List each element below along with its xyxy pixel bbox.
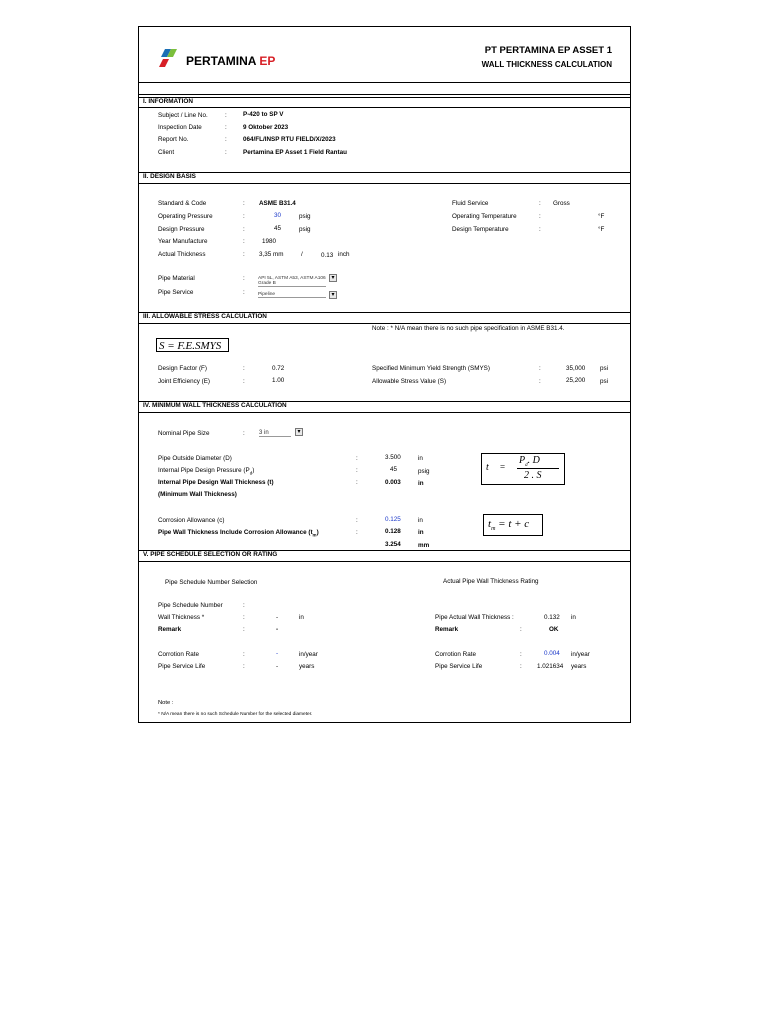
wall-rating-title: Actual Pipe Wall Thickness Rating xyxy=(443,578,539,585)
nominal-pipe-size-dropdown-icon[interactable]: ▾ xyxy=(295,428,303,436)
actual-thickness-inch: 0.13 xyxy=(321,252,334,259)
outside-diameter-label: Pipe Outside Diameter (D) xyxy=(158,455,232,462)
design-temperature-label: Design Temperature xyxy=(452,226,509,233)
rating-corrosion-rate-value: 0.004 xyxy=(544,650,560,657)
allowable-stress-value: 25,200 xyxy=(566,377,586,384)
operating-pressure-label: Operating Pressure xyxy=(158,213,213,220)
section-information-heading: I. INFORMATION xyxy=(143,98,193,105)
header-subtitle: WALL THICKNESS CALCULATION xyxy=(481,60,612,69)
nominal-pipe-size-select[interactable]: 3 in xyxy=(259,430,291,437)
rating-remark-label: Remark xyxy=(435,626,459,633)
actual-wall-thickness-label: Pipe Actual Wall Thickness : xyxy=(435,614,514,621)
joint-efficiency-value: 1.00 xyxy=(272,377,285,384)
client-label: Client xyxy=(158,149,175,156)
schedule-wall-thickness-value: - xyxy=(276,614,279,621)
inspection-date-value: 9 Oktober 2023 xyxy=(243,124,289,131)
design-pressure-pd-value: 45 xyxy=(390,466,398,473)
rating-remark-value: OK xyxy=(549,626,559,633)
pipe-service-dropdown-icon[interactable]: ▾ xyxy=(329,291,337,299)
subject-value: P-420 to SP V xyxy=(243,111,284,118)
corrosion-allowance-value: 0.125 xyxy=(385,516,401,523)
schedule-remark-label: Remark xyxy=(158,626,182,633)
fluid-service-value: Gross xyxy=(553,200,570,207)
design-pressure-pd-label: Internal Pipe Design Pressure $(P_d)$ xyxy=(158,467,255,476)
corrosion-allowance-label: Corrosion Allowance (c) xyxy=(158,517,225,524)
schedule-remark-value: - xyxy=(276,626,279,633)
inspection-date-label: Inspection Date xyxy=(158,124,202,131)
standard-label: Standard & Code xyxy=(158,200,207,207)
year-manufacture-label: Year Manufacture xyxy=(158,238,208,245)
tm-formula: $t_m = t + c$ xyxy=(483,514,543,536)
schedule-number-label: Pipe Schedule Number xyxy=(158,602,223,609)
section-pipe-schedule-heading: V. PIPE SCHEDULE SELECTION OR RATING xyxy=(143,551,278,558)
schedule-selection-title: Pipe Schedule Number Selection xyxy=(165,579,258,586)
allowable-stress-note: Note : * N/A mean there is no such pipe specification in ASME B31.4. xyxy=(372,325,565,332)
design-wall-thickness-value: 0.003 xyxy=(385,479,401,486)
smys-value: 35,000 xyxy=(566,365,586,372)
schedule-service-life-value: - xyxy=(276,663,279,670)
pipe-service-label: Pipe Service xyxy=(158,289,194,296)
section-design-basis-heading: II. DESIGN BASIS xyxy=(143,173,196,180)
schedule-service-life-label: Pipe Service Life xyxy=(158,663,206,670)
design-pressure-label: Design Pressure xyxy=(158,226,205,233)
allowable-stress-label: Allowable Stress Value (S) xyxy=(372,378,447,385)
operating-pressure-value: 30 xyxy=(274,212,282,219)
pipe-service-select[interactable]: Pipeline xyxy=(258,292,326,298)
section-allowable-stress-heading: III. ALLOWABLE STRESS CALCULATION xyxy=(143,313,267,320)
year-manufacture-value: 1980 xyxy=(262,238,277,245)
nominal-pipe-size-label: Nominal Pipe Size xyxy=(158,430,210,437)
design-factor-value: 0.72 xyxy=(272,365,285,372)
actual-thickness-value: 3,35 mm xyxy=(259,251,284,258)
design-pressure-value: 45 xyxy=(274,225,282,232)
logo-ep: EP xyxy=(259,54,276,68)
fluid-service-label: Fluid Service xyxy=(452,200,489,207)
wall-thickness-tm-value: 0.128 xyxy=(385,528,401,535)
design-factor-label: Design Factor (F) xyxy=(158,365,207,372)
stress-formula: S = F.E.SMYS xyxy=(156,338,229,352)
schedule-corrosion-rate-label: Corrotion Rate xyxy=(158,651,199,658)
thickness-formula: t = $P_d$. D 2 . S xyxy=(481,453,565,485)
operating-temperature-label: Operating Temperature xyxy=(452,213,517,220)
wall-thickness-tm-label: Pipe Wall Thickness Include Corrosion Allowance $(t_m)$ xyxy=(158,529,319,538)
note-title: Note : xyxy=(158,700,174,706)
schedule-corrosion-rate-value: - xyxy=(276,650,279,657)
logo-text: PERTAMINA xyxy=(186,54,256,68)
wall-thickness-mm-value: 3.254 xyxy=(385,541,401,548)
pipe-material-select[interactable]: API 5L, ASTM A53, ASTM A106 Grade B xyxy=(258,276,326,286)
min-wall-thickness-note: (Minimum Wall Thickness) xyxy=(158,491,237,498)
design-wall-thickness-label: Internal Pipe Design Wall Thickness (t) xyxy=(158,479,274,486)
pipe-material-label: Pipe Material xyxy=(158,275,195,282)
smys-label: Specified Minimum Yield Strength (SMYS) xyxy=(372,365,490,372)
outside-diameter-value: 3.500 xyxy=(385,454,401,461)
rating-service-life-label: Pipe Service Life xyxy=(435,663,483,670)
report-no-value: 064/FL/INSP RTU FIELD/X/2023 xyxy=(243,136,336,143)
actual-thickness-label: Actual Thickness xyxy=(158,251,206,258)
rating-service-life-value: 1.021634 xyxy=(537,663,564,670)
calculation-sheet: PERTAMINA EP PT PERTAMINA EP ASSET 1 WALL THICKNESS CALCULATION I. INFORMATION Subject / Line No. : P-420 to SP V Inspection Date : 9 Oktober 2023 Report No. : 064/FL/INSP RTU FIELD/X/2023 Client : Pertamina EP Asset 1 Field Rantau II. DESIGN BASIS Standard & Code : ASME B31.4 Operating Pressure : 30 psig Design Pressure : 45 psig Year Manufacture : 1980 Actual Thickness : 3,35 mm / 0.13 inch Fluid Service : Gross Operating Temperature : °F Design Temperature : °F Pipe Material : API 5L, ASTM A53, ASTM A106 Grade B ▾ Pipe Service : Pipeline ▾ III. ALLOWABLE STRESS CALCULATION Note : * N/A mean there is no such pipe specification in ASME B31.4. S = F.E.SMYS Design Factor (F) : 0.72 Joint Efficiency (E) : 1.00 Specified Minimum Yield Strength (SMYS) : 35,000 psi Allowable Stress Value (S) : 25,200 psi IV. MINIMUM WALL THICKNESS CALCULATION Nominal Pipe Size : 3 in ▾ Pipe Outside Diameter (D) : 3.500 in Internal Pipe Design Pressure $(P_d)$ : 45 psig Internal Pipe Design Wall Thickness (t) : 0.003 in (Minimum Wall Thickness) t = $P_d$. D 2 . S Corrosion Allowance (c) : 0.125 in Pipe Wall Thickness Include Corrosion Allowance $(t_m)$ : 0.128 in 3.254 mm $t_m = t + c$ V. PIPE SCHEDULE SELECTION OR RATING Pipe Schedule Number Selection Actual Pipe Wall Thickness Rating Pipe Schedule Number : Wall Thickness * : - in Remark : - Corrotion Rate : - in/year Pipe Service Life : - years Pipe Actual Wall Thickness : 0.132 in Remark : OK Corrotion Rate : 0.004 in/year Pipe Service Life : 1.021634 years Note : * N/A mean there is no such Schedule Number for the selected diameter. xyxy=(138,26,631,723)
standard-value: ASME B31.4 xyxy=(259,200,296,207)
schedule-wall-thickness-label: Wall Thickness * xyxy=(158,614,205,621)
subject-label: Subject / Line No. xyxy=(158,112,208,119)
header-title: PT PERTAMINA EP ASSET 1 xyxy=(484,45,612,56)
pipe-material-dropdown-icon[interactable]: ▾ xyxy=(329,274,337,282)
pertamina-logo xyxy=(157,45,183,71)
section-min-wall-heading: IV. MINIMUM WALL THICKNESS CALCULATION xyxy=(143,402,287,409)
note-text: * N/A mean there is no such Schedule Number for the selected diameter. xyxy=(158,712,313,717)
rating-corrosion-rate-label: Corrotion Rate xyxy=(435,651,476,658)
client-value: Pertamina EP Asset 1 Field Rantau xyxy=(243,149,347,156)
joint-efficiency-label: Joint Efficiency (E) xyxy=(158,378,211,385)
report-no-label: Report No. xyxy=(158,136,189,143)
actual-wall-thickness-value: 0.132 xyxy=(544,614,560,621)
